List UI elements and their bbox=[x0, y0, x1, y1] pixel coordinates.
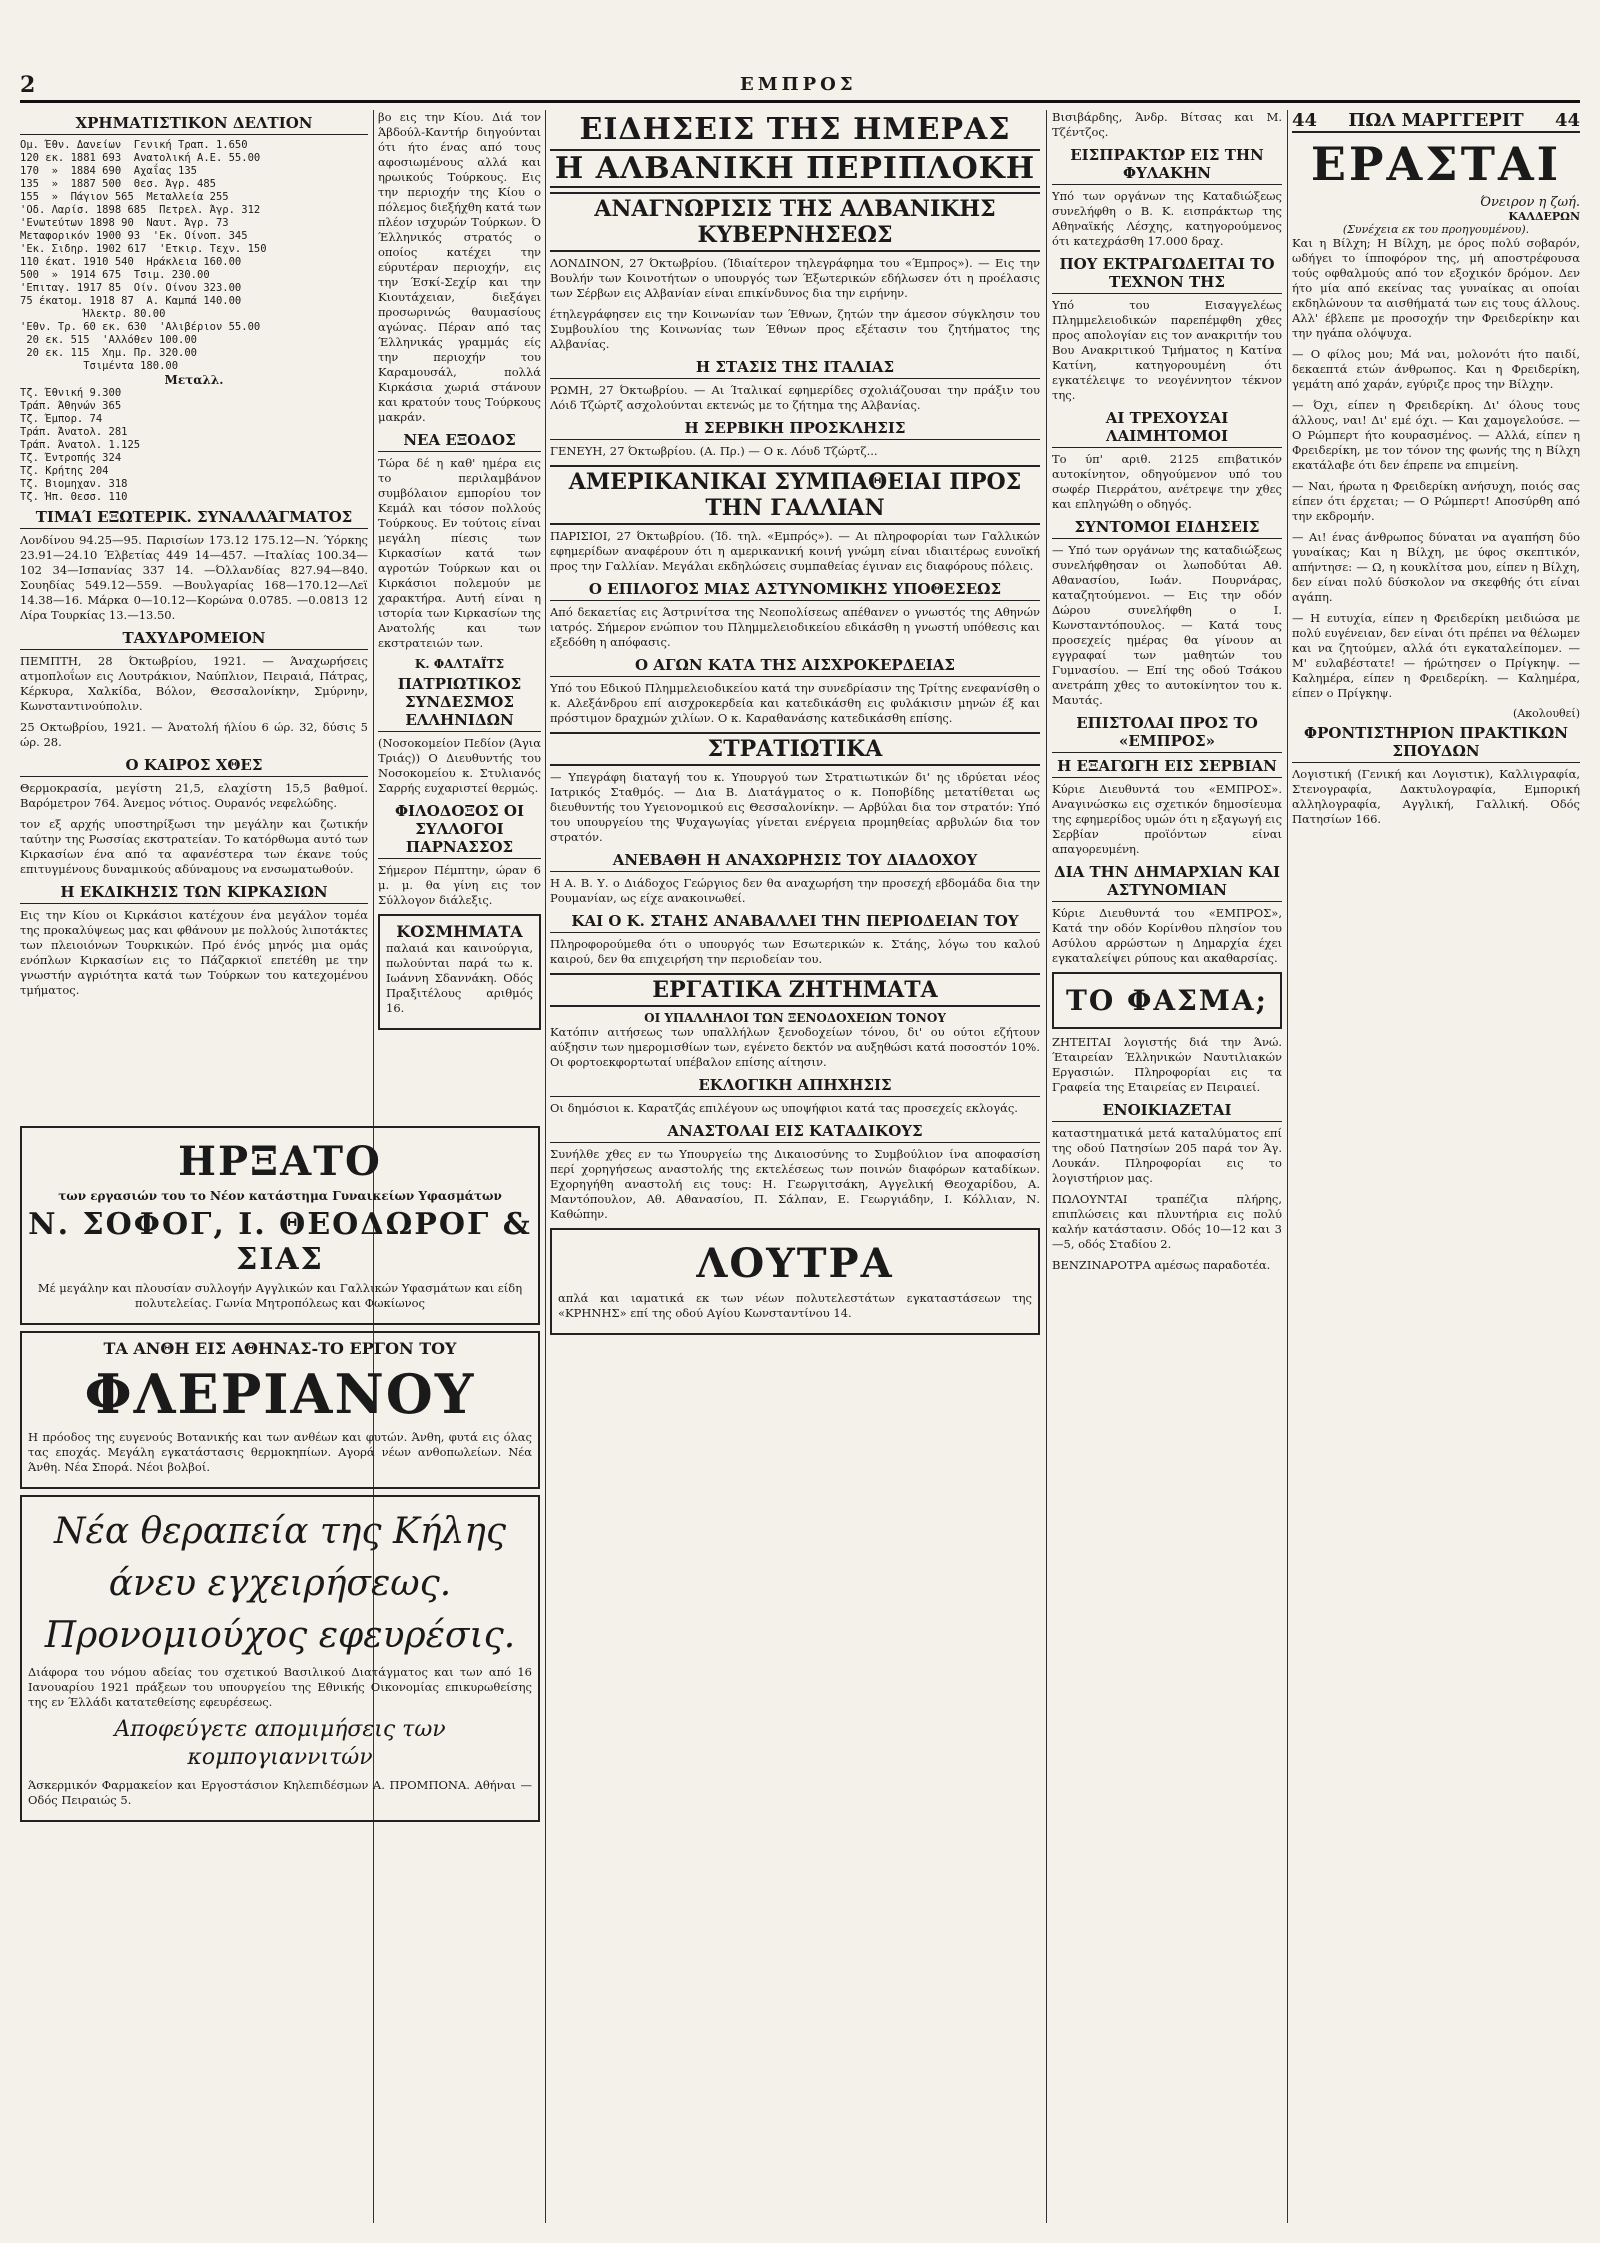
news-heading: ΠΟΥ ΕΚΤΡΑΓΩΔΕΙΤΑΙ ΤΟ ΤΕΧΝΟΝ ΤΗΣ bbox=[1052, 255, 1282, 294]
circassians-heading: Η ΕΚΔΙΚΗΣΙΣ ΤΩΝ ΚΙΡΚΑΣΙΩΝ bbox=[20, 883, 368, 904]
ad-name: Ν. ΣΟΦΟΓ, Ι. ΘΕΟΔΩΡΟΓ & ΣΙΑΣ bbox=[28, 1207, 532, 1277]
ad-desc: Μέ μεγάλην και πλουσίαν συλλογήν Αγγλικών και Γαλλικών Υφασμάτων και είδη πολυτελείας. Γωνία Μητροπόλεως και Φωκίωνος bbox=[37, 1281, 523, 1310]
military-text: — Υπεγράφη διαταγή του κ. Υπουργού των Στρατιωτικών δι' ης ιδρύεται νέος Ιατρικός Σταθμός. — Δια Β. Διατάγματος ο κ. Ποποβίδης μετατίθεται ως διευθυντής του Υγειονομικού εις Θεσσαλονίκην. — Αρβύλαι δια τον στρατόν: Υπό του υπουργείου της Ψυχαγωγίας γίνεται ενέργεια προμηθείας αρβυλών δια τον στρατόν. bbox=[550, 770, 1040, 844]
new-exodus-heading: ΝΕΑ ΕΞΟΔΟΣ bbox=[378, 431, 541, 452]
serial-title: ΕΡΑΣΤΑΙ bbox=[1310, 137, 1562, 191]
letters-heading: ΕΠΙΣΤΟΛΑΙ ΠΡΟΣ ΤΟ «ΕΜΠΡΟΣ» bbox=[1052, 714, 1282, 753]
heir-heading: ΑΝΕΒΑΘΗ Η ΑΝΑΧΩΡΗΣΙΣ ΤΟΥ ΔΙΑΔΟΧΟΥ bbox=[550, 851, 1040, 872]
article-text: έτηλεγράφησεν εις την Κοινωνίαν των Έθνων, ζητών την άμεσον σύγκλησιν του Συμβουλίου της Κοινωνίας των Έθνων προς εξέτασιν του ζητήματος της Αλβανίας. bbox=[550, 307, 1040, 351]
column-1 bbox=[20, 110, 368, 1110]
export-text: Κύριε Διευθυντά του «ΕΜΠΡΟΣ». Αναγινώσκω εις σχετικόν δημοσίευμα της εφημερίδος υμών ότι η εξαγωγή εις Σερβίαν προϊόντων είναι απαγορευμένη. bbox=[1052, 782, 1282, 856]
news-text: Υπό του Εισαγγελέως Πλημμελειοδικών παρεπέμφθη χθες προς απολογίαν εις τον ανακριτήν του Βου Ανακριτικού Τμήματος η Κατίνα Κατίνη, κατηγορουμένη ότι εγκατέλειψε το νεογέννητον τέκνον της. bbox=[1052, 298, 1282, 402]
section-title: ΕΙΔΗΣΕΙΣ ΤΗΣ ΗΜΕΡΑΣ bbox=[579, 112, 1011, 147]
baths-text: απλά και ιαματικά εκ των νέων πολυτελεστάτων εγκαταστάσεων της «ΚΡΗΝΗΣ» επί της οδού Αγίου Κωνσταντίνου 14. bbox=[558, 1291, 1032, 1320]
baths-ad bbox=[550, 1228, 1040, 1335]
ad-desc: Διάφορα του νόμου αδείας του σχετικού Βασιλικού Διατάγματος και των από 16 Ιανουαρίου 1921 πράξεων του υπουργείου της Εθνικής Οικονομίας επικυρωθείσης της εν Έλλάδι κατατεθείσης εφευρέσεως. bbox=[28, 1665, 532, 1709]
notice-heading: ΦΙΛΟΔΟΞΟΣ ΟΙ ΣΥΛΛΟΓΟΙ ΠΑΡΝΑΣΣΟΣ bbox=[378, 802, 541, 859]
circassians-text: Εις την Κίου οι Κιρκάσιοι κατέχουν ένα μεγάλον τομέα της προκαλύψεως μας και φθάνουν με πολλούς λιποτάκτες των πλειοιόνων Τουρκικών. Πρό ένός μηνός μια ομάς ενόπλων Κιρκασίων εις το Πάζαρκιοϊ επετέθη με την γνωστήν αγριότητα κατά των Τούρκων του κατεχομένου τμήματος. bbox=[20, 908, 368, 997]
rates-heading: ΤΙΜΑΊ ΕΞΩΤΕΡΙΚ. ΣΥΝΑΛΛΆΓΜΑΤΟΣ bbox=[20, 508, 368, 529]
post-heading: ΤΑΧΥΔΡΟΜΕΙΟΝ bbox=[20, 629, 368, 650]
america-headline: ΑΜΕΡΙΚΑΝΙΚΑΙ ΣΥΜΠΑΘΕΙΑΙ ΠΡΟΣ ΤΗΝ ΓΑΛΛΙΑΝ bbox=[550, 465, 1040, 525]
phantom-title: ΤΟ ΦΑΣΜΑ; bbox=[1066, 984, 1268, 1017]
ad-block bbox=[20, 1120, 540, 1828]
column-4 bbox=[1052, 110, 1282, 2223]
military-heading: ΣΤΡΑΤΙΩΤΙΚΑ bbox=[550, 732, 1040, 766]
classified-text: ΖΗΤΕΙΤΑΙ λογιστής διά την Άνώ. Έταιρείαν Έλληνικών Ναυτιλιακών Εργασιών. Πληροφορίαι εις τα Γραφεία της Εταιρείας εν Πειραιεί. bbox=[1052, 1035, 1282, 1094]
column-3 bbox=[550, 110, 1040, 2223]
rates-text: Λονδίνου 94.25—95. Παρισίων 173.12 175.12—Ν. Ύόρκης 23.91—24.10 Έλβετίας 449 14—457. —Ιταλίας 100.34—102 34—Ισπανίας 337 14. —Όλλανδίας 827.94—840. Σουηδίας 549.12—559. —Βουλγαρίας 168—170.12—Λεϊ 14.38—16. Μάρκα 0—10.12—Κορώνα 0.0785. —0.0813 12 Λίρα Τουρκίας 13.—13.50. bbox=[20, 533, 368, 622]
market-heading: ΧΡΗΜΑΤΙΣΤΙΚΟΝ ΔΕΛΤΙΟΝ bbox=[20, 114, 368, 135]
page-number: 2 bbox=[20, 72, 36, 98]
heir-text: Η Α. Β. Υ. ο Διάδοχος Γεώργιος δεν θα αναχωρήση την προσεχή εβδομάδα δια την Ρουμανίαν, ως είχε ανακοινωθεί. bbox=[550, 876, 1040, 905]
serial-text: — Όχι, είπεν η Φρειδερίκη. Δι' όλους τους άλλους, ναι! Δι' εμέ όχι. — Και χαμογελούσε. — Ο Ρώμπερτ ήτο κουρασμένος. — Αλλά, είπεν η Φρειδερίκη, με τον τόνον της φωνής της η Βίλχη εκατάλαβε ότι δεν έπρεπε να επιμείνη. bbox=[1292, 398, 1580, 472]
article-text: ΛΟΝΔΙΝΟΝ, 27 Όκτωβρίου. (Ίδιαίτερον τηλεγράφημα του «Έμπρος»). — Εις την Βουλήν των Κοινοτήτων ο υπουργός των Έξωτερικών εδήλωσεν ότι η προέλασις των Σέρβων εις Αλβανίαν είναι επικίνδυνος δια την ειρήνην. bbox=[550, 256, 1040, 300]
notice-text: Σήμερον Πέμπτην, ώραν 6 μ. μ. θα γίνη εις τον Σύλλογον διάλεξις. bbox=[378, 863, 541, 907]
notice-heading: ΠΑΤΡΙΩΤΙΚΟΣ ΣΥΝΔΕΣΜΟΣ ΕΛΛΗΝΙΔΩΝ bbox=[378, 675, 541, 732]
serial-text: — Ο φίλος μου; Μά ναι, μολονότι ήτο παιδί, δεκαεπτά ετών άνθρωπος. Και η Φρειδερίκη, γεμάτη από χαράν, εγύριζε προς την Βίλχην. bbox=[1292, 347, 1580, 391]
news-text: Το ύπ' αριθ. 2125 επιβατικόν αυτοκίνητον, οδηγούμενον υπό του σωφέρ Πιερράτου, ανέτρεψε την χθες και επληγώθη ο οδηγός. bbox=[1052, 452, 1282, 511]
post-text: ΠΕΜΠΤΗ, 28 Όκτωβρίου, 1921. — Άναχωρήσεις ατμοπλοΐων εις Λουτράκιον, Ναύπλιον, Πειραιά, Πάτρας, Κέρκυρα, Χαλκίδα, Βόλον, Θεσσαλονίκην, Σμύρνην, Κωνσταντινούπολιν. bbox=[20, 654, 368, 713]
news-heading: ΑΙ ΤΡΕΧΟΥΣΑΙ ΛΑΙΜΗΤΟΜΟΙ bbox=[1052, 409, 1282, 448]
metals-heading: Μεταλλ. bbox=[164, 373, 224, 387]
rent-text: καταστηματικά μετά καταλύματος επί της οδού Πατησίων 205 παρά τον Άγ. Λουκάν. Πληροφορίαι εις το λογιστήριον μας. bbox=[1052, 1126, 1282, 1185]
labor-subheading: ΟΙ ΥΠΑΛΛΗΛΟΙ ΤΩΝ ΞΕΝΟΔΟΧΕΙΩΝ ΤΟΝΟΥ bbox=[644, 1011, 946, 1025]
election-heading: ΕΚΛΟΓΙΚΗ ΑΠΗΧΗΣΙΣ bbox=[550, 1076, 1040, 1097]
masthead bbox=[20, 72, 1580, 103]
article-continued: βο εις την Κίου. Διά τον Άβδούλ-Καντήρ διηγούνται ότι ήτο ένας από τους αφοσιωμένους αλλά και ηρωικούς Τούρκους. Εις την περιοχήν της Κίου ο πόλεμος διεξήχθη κατά των πλέον ισχυρών Τούρκων. Ό Έλληνικός στρατός ο οποίος κατέχει την εύρυτέραν περιοχήν, εις την Έσκί-Σεχίρ και την Κιουτάχειαν, διεξάγει προσωρινώς θαυμασίους αγώνας. Πέραν από τας Έλληνικάς γραμμάς είς την περιοχήν του Καραμουσάλ, πολλά Κιρκάσια χωριά στάνουν και κρατούν τους Τούρκους μακράν. bbox=[378, 110, 541, 424]
serial-number: 44 bbox=[1292, 110, 1318, 131]
news-text: Υπό των οργάνων της Καταδιώξεως συνελήφθη ο Β. Κ. εισπράκτωρ της Αθηναϊκής Λέσχης, κατηγορούμενος ότι κατεχράσθη 17.000 δραχ. bbox=[1052, 189, 1282, 248]
jewelry-text: παλαιά και καινούργια, πωλούνται παρά τω κ. Ιωάννη Σδαννάκη. Οδός Πραξιτέλους αριθμός 16. bbox=[386, 941, 533, 1015]
italy-text: ΡΩΜΗ, 27 Όκτωβρίου. — Αι Ίταλικαί εφημερίδες σχολιάζουσαι την πράξιν του Λόιδ Τζώρτζ ασχολούνται εκτενώς με το ζήτημα της Αλβανίας. bbox=[550, 383, 1040, 412]
notice-text: (Νοσοκομείον Πεδίον (Άγια Τριάς)) Ο Διευθυντής του Νοσοκομείου κ. Στυλιανός Σαρρής ευχαριστεί θερμώς. bbox=[378, 736, 541, 795]
profiteering-heading: Ο ΑΓΩΝ ΚΑΤΑ ΤΗΣ ΑΙΣΧΡΟΚΕΡΔΕΙΑΣ bbox=[550, 656, 1040, 677]
weather-date: 25 Οκτωβρίου, 1921. — Άνατολή ήλίου 6 ώρ. 32, δύσις 5 ώρ. 28. bbox=[20, 720, 368, 749]
column-5 bbox=[1292, 110, 1580, 2223]
suspensions-text: Συνήλθε χθες εν τω Υπουργείω της Δικαιοσύνης το Συμβούλιον ίνα αποφασίση περί χορηγήσεως αναστολής της εκτελέσεως των ποινών διαφόρων καταδίκων. Εχορηγήθη αναστολή εις τους: Η. Γεωργιτσάκη, Αγγελική Θεοχαρίδου, Α. Μαντόπουλον, Αθ. Αθανασίου, Π. Σάλπαν, Ε. Γεωργιάδην, Ι. Κόλλιαν, Ν. Καθώπην. bbox=[550, 1147, 1040, 1221]
labor-heading: ΕΡΓΑΤΙΚΑ ΖΗΤΗΜΑΤΑ bbox=[550, 973, 1040, 1007]
serbia-heading: Η ΣΕΡΒΙΚΗ ΠΡΟΣΚΛΗΣΙΣ bbox=[550, 419, 1040, 440]
column-rule bbox=[1287, 110, 1288, 2223]
newspaper-title: ΕΜΠΡΟΣ bbox=[740, 74, 857, 95]
stais-heading: ΚΑΙ Ο Κ. ΣΤΑΗΣ ΑΝΑΒΑΛΛΕΙ ΤΗΝ ΠΕΡΙΟΔΕΙΑΝ ΤΟΥ bbox=[550, 912, 1040, 933]
metals-table: Τζ. Έθνική 9.300 Τράπ. Άθηνών 365 Τζ. Έμπορ. 74 Τράπ. Άνατολ. 281 Τράπ. Άνατολ. 1.125 Τζ. Έντροπής 324 Τζ. Κρήτης 204 Τζ. Βιομηχαν. 318 Τζ. Ήπ. Θεσσ. 110 bbox=[20, 387, 141, 503]
market-table: Ομ. Έθν. Δανείων Γενική Τραπ. 1.650 120 εκ. 1881 693 Ανατολική Α.Ε. 55.00 170 » 1884 690 Αχαΐας 135 135 » 1887 500 Θεσ. Άγρ. 485 155 » Πάγιον 565 Μεταλλεία 255 'Οδ. Λαρίσ. 1898 685 Πετρελ. Άγρ. 312 'Ενωτεύτων 1898 90 Ναυτ. Άγρ. 73 Μεταφορικόν 1900 93 'Εκ. Οίνοπ. 345 'Εκ. Σιδηρ. 1902 617 'Ετκιρ. Τεχν. 150 110 έκατ. 1910 540 Ηράκλεια 160.00 500 » 1914 675 Τσιμ. 230.00 'Επιταγ. 1917 85 Οίν. Οίνου 323.00 75 έκατομ. 1918 87 Α. Καμπά 140.00 Ήλεκτρ. 80.00 'Εθν. Τρ. 60 εκ. 630 'Αλιβέριον 55.00 20 εκ. 515 'Αλλόθεν 100.00 20 εκ. 115 Χημ. Πρ. 320.00 Τσιμέντα 180.00 bbox=[20, 139, 267, 372]
ad-line-2: άνευ εγχειρήσεως. bbox=[108, 1563, 452, 1604]
intro-text: Βισιβάρδης, Άνδρ. Βίτσας και Μ. Τζέντζος. bbox=[1052, 110, 1282, 139]
column-rule bbox=[1046, 110, 1047, 2223]
new-exodus-text: Τώρα δέ η καθ' ημέρα εις το περιλαμβάνον συμβόλαιον εμπορίου τον Κεμάλ και τόσον πολλούς Τούρκους. Εν τούτοις είναι μεγάλη πίεσις των Κιρκασίων κατά των αγροτών Τούρκων και οι Κιρκάσιοι πολεμούν με χαρακτήρα. Αυτή είναι η ιστορία των Κιρκασίων της Ανατολής και των εκστρατειών των. bbox=[378, 456, 541, 650]
short-news-text: — Υπό των οργάνων της καταδιώξεως συνελήφθησαν οι λωποδύται Αθ. Αθανασίου, Ιωάν. Πουρνάρας, καταζητούμενοι. — Εις την οδόν Δώρου συνελήφθη ο Ι. Κωνσταντόπουλος. — Κατά τους προσεχείς ημέρας θα γίνουν αι εγγραφαί των μαθητών του Γυμνασίου. — Επί της οδού Τσάκου ανετράπη χθες το αυτοκίνητον του κ. Μαυτάς. bbox=[1052, 543, 1282, 707]
continued-note: (Συνέχεια εκ του προηγουμένου). bbox=[1342, 223, 1530, 236]
export-heading: Η ΕΞΑΓΩΓΗ ΕΙΣ ΣΕΡΒΙΑΝ bbox=[1052, 757, 1282, 778]
baths-title: ΛΟΥΤΡΑ bbox=[696, 1240, 894, 1287]
column-rule bbox=[545, 110, 546, 2223]
serial-text: — Ναι, ήρωτα η Φρειδερίκη ανήσυχη, ποιός σας είπεν ότι έρχεται; — Ο Ρώμπερτ! Αποσύρθη από την εκδρομήν. bbox=[1292, 479, 1580, 523]
profiteering-text: Υπό του Εδικού Πλημμελειοδικείου κατά την συνεδρίασιν της Τρίτης ενεφανίσθη ο κ. Αλεξάνδρου επί αισχροκερδεία και κατεδικάσθη εις φυλάκισιν μηνών έξ και πρόστιμον δραχμών χιλίων. Ο κ. Καραθανάσης κατεδικάσθη επίσης. bbox=[550, 681, 1040, 725]
classified-text: ΠΩΛΟΥΝΤΑΙ τραπέζια πλήρης, επιπλώσεις και πλυντήρια εις πολύ καλήν κατάστασιν. Οδός 10—12 και 3—5, οδός Σταδίου 2. bbox=[1052, 1192, 1282, 1251]
article-author: Κ. ΦΑΛΤΑΪΤΣ bbox=[414, 657, 505, 671]
america-text: ΠΑΡΙΣΙΟΙ, 27 Όκτωβρίου. (Ίδ. τηλ. «Εμπρός»). — Αι πληροφορίαι των Γαλλικών εφημερίδων αναφέρουν ότι η αμερικανική κοινή γνώμη είναι ιδιαιτέρως ευνοϊκή προς την Γαλλίαν. Μεγάλαι εκδηλώσεις συμπαθείας έγιναν εις διαφόρους πόλεις. bbox=[550, 529, 1040, 573]
headline: Η ΑΛΒΑΝΙΚΗ ΠΕΡΙΠΛΟΚΗ bbox=[550, 149, 1040, 188]
labor-text: Κατόπιν αιτήσεως των υπαλλήλων ξενοδοχείων τόνου, δι' ου ούτοι εζήτουν αύξησιν των ημερομισθίων των, εγένετο δεκτόν να αυξηθώσι κατά ποσοστόν 10%. Οι φορτοεκφορτωταί υπέβαλον επίσης αίτησιν. bbox=[550, 1025, 1040, 1069]
municipal-text: Κύριε Διευθυντά του «ΕΜΠΡΟΣ», Κατά την οδόν Κορίνθου πλησίον του Ασύλου αρρώστων η Δημαρχία έχει εγκαταλείψει ρύπους και ακαθαρσίας. bbox=[1052, 906, 1282, 965]
jewelry-heading: ΚΟΣΜΗΜΑΤΑ bbox=[396, 922, 523, 941]
school-heading: ΦΡΟΝΤΙΣΤΗΡΙΟΝ ΠΡΑΚΤΙΚΩΝ ΣΠΟΥΔΩΝ bbox=[1292, 724, 1580, 763]
weather-text: Θερμοκρασία, μεγίστη 21,5, ελαχίστη 15,5 βαθμοί. Βαρόμετρον 764. Άνεμος νότιος. Ουρανός νεφελώδης. bbox=[20, 781, 368, 810]
serial-epigraph: Όνειρον η ζωή. bbox=[1480, 195, 1580, 210]
italy-heading: Η ΣΤΑΣΙΣ ΤΗΣ ΙΤΑΛΙΑΣ bbox=[550, 358, 1040, 379]
epilogue-heading: Ο ΕΠΙΛΟΓΟΣ ΜΙΑΣ ΑΣΤΥΝΟΜΙΚΗΣ ΥΠΟΘΕΣΕΩΣ bbox=[550, 580, 1040, 601]
subheadline: ΑΝΑΓΝΩΡΙΣΙΣ ΤΗΣ ΑΛΒΑΝΙΚΗΣ ΚΥΒΕΡΝΗΣΕΩΣ bbox=[550, 192, 1040, 252]
stais-text: Πληροφορούμεθα ότι ο υπουργός των Εσωτερικών κ. Στάης, λόγω του καλού καιρού, δεν θα επιχειρήση την περιοδείαν του. bbox=[550, 937, 1040, 966]
ad-footer: Αποφεύγετε απομιμήσεις των κομπογιαννιτών bbox=[114, 1717, 446, 1770]
serial-number: 44 bbox=[1554, 110, 1580, 131]
florist-ad bbox=[20, 1331, 540, 1489]
weather-heading: Ο ΚΑΙΡΟΣ ΧΘΕΣ bbox=[20, 756, 368, 777]
article-text: τον εξ αρχής υποστηρίξωσι την μεγάλην και ζωτικήν ταύτην της Ρωσσίας εκστρατείαν. Το κατόρθωμα αυτό των Κιρκασίων ένα από τα αφανέστερα των έκανε τούς επιτυγμένους δυναμικούς αδύναμους να ενσωματωθούν. bbox=[20, 817, 368, 876]
news-heading: ΕΙΣΠΡΑΚΤΩΡ ΕΙΣ ΤΗΝ ΦΥΛΑΚΗΝ bbox=[1052, 146, 1282, 185]
rent-heading: ΕΝΟΙΚΙΑΖΕΤΑΙ bbox=[1052, 1101, 1282, 1122]
column-2 bbox=[378, 110, 541, 1110]
serial-text: Και η Βίλχη; Η Βίλχη, με όρος πολύ σοβαρόν, ωδήγει το ίπποφόρον της, μή αποστρέφουσα τούς οφθαλμούς από τον εξοχικόν δρόμον. Δεν ήτο μία από εκείνας τας γυναίκας αι οποίαι εκδηλώνουν τα αισθήματά των εις τους άλλους. Αλλ' έβλεπε με προσοχήν την Φρειδερίκην και την ηγάπα ολόψυχα. bbox=[1292, 236, 1580, 340]
serbia-text: ΓΕΝΕΥΗ, 27 Όκτωβρίου. (Α. Πρ.) — Ο κ. Λόυδ Τζώρτζ... bbox=[550, 444, 878, 458]
ad-line-3: Προνομιούχος εφευρέσις. bbox=[44, 1615, 516, 1656]
ad-footer-2: Άσκερμικόν Φαρμακείον και Εργοστάσιον Κηλεπιδέσμων Α. ΠΡΟΜΠΟΝΑ. Αθήναι — Οδός Πειραιώς 5. bbox=[28, 1778, 532, 1807]
hernia-ad bbox=[20, 1495, 540, 1822]
serial-text: — Αι! ένας άνθρωπος δύναται να αγαπήση δύο γυναίκας; Και η Βίλχη, με ύφος σκεπτικόν, απήντησε: — Ω, η κουκλίτσα μου, είπεν η Βίλχη, δεν είναι πολύ δύσκολον να σκεφθής ότι είναι αγάπη. bbox=[1292, 530, 1580, 604]
phantom-ad bbox=[1052, 972, 1282, 1029]
epigraph-author: ΚΑΛΔΕΡΩΝ bbox=[1508, 210, 1580, 223]
suspensions-heading: ΑΝΑΣΤΟΛΑΙ ΕΙΣ ΚΑΤΑΔΙΚΟΥΣ bbox=[550, 1122, 1040, 1143]
epilogue-text: Από δεκαετίας εις Άστρινίτσα της Νεοπολίσεως απέθανεν ο γνωστός της Αθηνών ιατρός. Σήμερον ενώπιον του Πλημμελειοδικείου εδικάσθη η γνωστή υπόθεσις και εξεδόθη η απόφασις. bbox=[550, 605, 1040, 649]
classified-text: ΒΕΝΖΙΝΑΡΟΤΡΑ αμέσως παραδοτέα. bbox=[1052, 1258, 1271, 1272]
short-news-heading: ΣΥΝΤΟΜΟΙ ΕΙΔΗΣΕΙΣ bbox=[1052, 518, 1282, 539]
ad-line-1: Νέα θεραπεία της Κήλης bbox=[54, 1511, 506, 1552]
ad-heading: ΤΑ ΑΝΘΗ ΕΙΣ ΑΘΗΝΑΣ-ΤΟ ΕΡΓΟΝ ΤΟΥ bbox=[103, 1339, 457, 1358]
serial-banner bbox=[1292, 110, 1580, 133]
serial-author: ΠΩΛ ΜΑΡΓΓΕΡΙΤ bbox=[1348, 110, 1524, 131]
ad-name: ΦΛΕΡΙΑΝΟΥ bbox=[84, 1362, 476, 1426]
municipal-heading: ΔΙΑ ΤΗΝ ΔΗΜΑΡΧΙΑΝ ΚΑΙ ΑΣΤΥΝΟΜΙΑΝ bbox=[1052, 863, 1282, 902]
election-text: Οι δημόσιοι κ. Καρατζάς επιλέγουν ως υποψήφιοι κατά τας προσεχείς εκλογάς. bbox=[550, 1101, 1018, 1115]
serial-text: — Η ευτυχία, είπεν η Φρειδερίκη μειδιώσα με πολύ ευγένειαν, δεν είναι ότι πρέπει να θέλωμεν και να ζητούμεν, αλλά ότι εγκαταλείπομεν. — Μ' ευλαβέστατε! — ήρώτησεν ο Πρίγκηψ. — Καλημέρα, είπεν η Φρειδερίκη. — Καλημέρα, είπεν ο Πρίγκηψ. bbox=[1292, 611, 1580, 700]
ad-desc: Η πρόοδος της ευγενούς Βοτανικής και των ανθέων και φυτών. Άνθη, φυτά εις όλας τας εποχάς. Μεγάλη εγκατάστασις θερμοκηπίων. Αγορά νέων ανθοπωλείων. Νέα Άνθη. Νέα Σπορά. Νέοι βολβοί. bbox=[28, 1430, 532, 1474]
jewelry-ad bbox=[378, 914, 541, 1030]
fabric-ad bbox=[20, 1126, 540, 1325]
ad-title: ΗΡΞΑΤΟ bbox=[178, 1138, 382, 1185]
to-be-continued: (Ακολουθεί) bbox=[1513, 707, 1580, 720]
school-text: Λογιστική (Γενική και Λογιστικ), Καλλιγραφία, Στενογραφία, Δακτυλογραφία, Εμπορική αλληλογραφία, Αγγλική, Γαλλική. Οδός Πατησίων 166. bbox=[1292, 767, 1580, 826]
ad-line: των εργασιών του το Νέον κατάστημα Γυναικείων Υφασμάτων bbox=[58, 1189, 502, 1203]
